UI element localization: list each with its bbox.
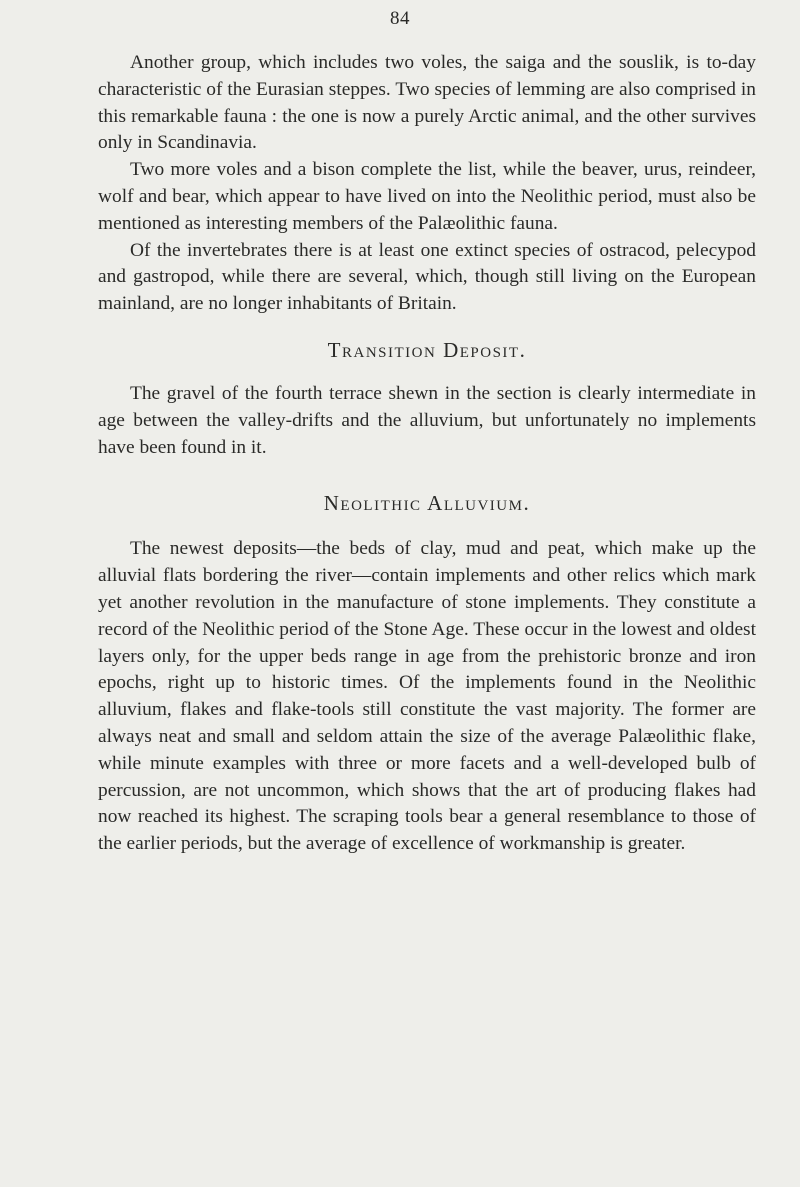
paragraph-transition-deposit: The gravel of the fourth terrace shewn in the section is clearly intermediate in age between the valley-drifts and the alluvium, but unfortunately no implements have been found in it. xyxy=(98,382,756,458)
paragraph-neolithic-alluvium: The newest deposits—the beds of clay, mud and peat, which make up the alluvial flats bordering the river—contain implements and other relics which mark yet another revolution in the manufacture of stone implements. They constitute a record of the Neolithic period of the Stone Age. These occur in the lowest and oldest layers only, for the upper beds range in age from the prehistoric bronze and iron epochs, right up to historic times. Of the implements found in the Neolithic alluvium, flakes and flake-tools still constitute the vast majority. The former are always neat and small and seldom attain the size of the average Palæolithic flake, while minute examples with three or more facets and a well-developed bulb of percussion, are not uncommon, which shows that the art of producing flakes had now reached its highest. The scraping tools bear a general resemblance to those of the earlier periods, but the average of excellence of workmanship is greater. xyxy=(98,538,756,855)
text-column xyxy=(98,50,756,858)
heading-neolithic-alluvium: Neolithic Alluvium. xyxy=(323,491,531,516)
paragraph-invertebrates: Of the invertebrates there is at least one extinct species of ostracod, pelecypod and gastropod, while there are several, which, though still living on the European mainland, are no longer inhabitants of Britain. xyxy=(98,239,756,315)
paragraph-voles-bison: Two more voles and a bison complete the list, while the beaver, urus, reindeer, wolf and bear, which appear to have lived on into the Neolithic period, must also be mentioned as interesting members of the Palæolithic fauna. xyxy=(98,159,756,234)
page-number: 84 xyxy=(390,8,410,29)
paragraph-other-group: Another group, which includes two voles, the saiga and the souslik, is to-day characteristic of the Eurasian steppes. Two species of lemming are also comprised in this remarkable fauna : the one is now a purely Arctic animal, and the other survives only in Scandinavia. xyxy=(98,52,756,154)
heading-transition-deposit: Transition Deposit. xyxy=(327,337,527,362)
